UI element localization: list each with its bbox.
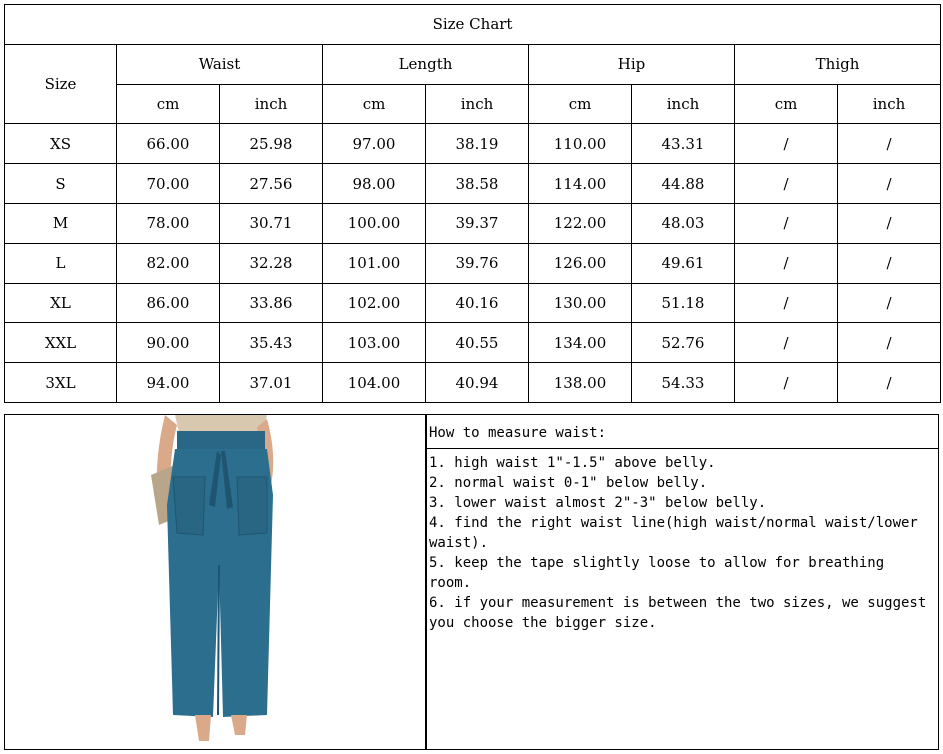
- table-cell: /: [838, 363, 941, 403]
- unit-header: inch: [220, 84, 323, 124]
- size-chart-table: [4, 4, 941, 403]
- guide-step: 5. keep the tape slightly loose to allow for breathing room.: [429, 555, 885, 591]
- group-header-hip: Hip: [529, 44, 735, 84]
- table-cell: 100.00: [323, 203, 426, 243]
- size-label: S: [5, 164, 117, 204]
- table-cell: 39.37: [426, 203, 529, 243]
- table-cell: 126.00: [529, 243, 632, 283]
- unit-header: cm: [529, 84, 632, 124]
- guide-step: 1. high waist 1"-1.5" above belly.: [429, 455, 716, 471]
- table-cell: 52.76: [632, 323, 735, 363]
- table-cell: /: [838, 164, 941, 204]
- measurement-guide-panel: [4, 414, 939, 750]
- table-cell: 97.00: [323, 124, 426, 164]
- table-cell: 82.00: [117, 243, 220, 283]
- table-cell: 110.00: [529, 124, 632, 164]
- guide-step: 6. if your measurement is between the two sizes, we suggest you choose the bigger size.: [429, 595, 927, 631]
- table-cell: /: [735, 243, 838, 283]
- size-label: M: [5, 203, 117, 243]
- table-cell: 78.00: [117, 203, 220, 243]
- table-cell: /: [735, 203, 838, 243]
- table-cell: /: [735, 124, 838, 164]
- table-row: [5, 283, 941, 323]
- table-row: [5, 124, 941, 164]
- guide-title: How to measure waist:: [427, 415, 938, 449]
- table-cell: 114.00: [529, 164, 632, 204]
- table-cell: 49.61: [632, 243, 735, 283]
- table-cell: 103.00: [323, 323, 426, 363]
- guide-step: 2. normal waist 0-1" below belly.: [429, 475, 708, 491]
- table-cell: 130.00: [529, 283, 632, 323]
- guide-step: 4. find the right waist line(high waist/normal waist/lower waist).: [429, 515, 918, 551]
- table-cell: 43.31: [632, 124, 735, 164]
- table-row: [5, 323, 941, 363]
- table-cell: 35.43: [220, 323, 323, 363]
- table-cell: /: [735, 323, 838, 363]
- table-cell: 44.88: [632, 164, 735, 204]
- table-cell: 54.33: [632, 363, 735, 403]
- table-cell: 51.18: [632, 283, 735, 323]
- table-row: [5, 363, 941, 403]
- table-row: [5, 243, 941, 283]
- table-cell: 30.71: [220, 203, 323, 243]
- table-cell: 94.00: [117, 363, 220, 403]
- guide-step: 3. lower waist almost 2"-3" below belly.: [429, 495, 767, 511]
- table-cell: 70.00: [117, 164, 220, 204]
- group-header-thigh: Thigh: [735, 44, 941, 84]
- size-header: Size: [5, 44, 117, 124]
- table-cell: 25.98: [220, 124, 323, 164]
- table-cell: 39.76: [426, 243, 529, 283]
- table-cell: 40.16: [426, 283, 529, 323]
- table-cell: 104.00: [323, 363, 426, 403]
- table-cell: /: [838, 203, 941, 243]
- table-cell: /: [735, 164, 838, 204]
- product-photo: [5, 415, 425, 749]
- table-cell: 48.03: [632, 203, 735, 243]
- unit-header: inch: [838, 84, 941, 124]
- table-cell: /: [735, 363, 838, 403]
- table-cell: 138.00: [529, 363, 632, 403]
- table-cell: /: [838, 124, 941, 164]
- size-label: XXL: [5, 323, 117, 363]
- table-cell: /: [838, 323, 941, 363]
- table-row: [5, 203, 941, 243]
- steps-list: [427, 449, 938, 633]
- measurement-instructions: [427, 415, 938, 749]
- size-label: XL: [5, 283, 117, 323]
- table-cell: 40.55: [426, 323, 529, 363]
- table-cell: 134.00: [529, 323, 632, 363]
- table-cell: 38.58: [426, 164, 529, 204]
- group-header-waist: Waist: [117, 44, 323, 84]
- group-header-length: Length: [323, 44, 529, 84]
- table-cell: 98.00: [323, 164, 426, 204]
- table-cell: 27.56: [220, 164, 323, 204]
- table-cell: /: [735, 283, 838, 323]
- table-cell: 37.01: [220, 363, 323, 403]
- unit-header: cm: [323, 84, 426, 124]
- table-cell: 101.00: [323, 243, 426, 283]
- table-cell: 33.86: [220, 283, 323, 323]
- unit-header: cm: [735, 84, 838, 124]
- table-cell: 86.00: [117, 283, 220, 323]
- table-row: [5, 164, 941, 204]
- table-cell: 40.94: [426, 363, 529, 403]
- size-label: L: [5, 243, 117, 283]
- table-cell: 102.00: [323, 283, 426, 323]
- size-chart-title: Size Chart: [5, 5, 941, 45]
- table-cell: /: [838, 283, 941, 323]
- unit-header: inch: [426, 84, 529, 124]
- size-label: XS: [5, 124, 117, 164]
- table-cell: 122.00: [529, 203, 632, 243]
- table-cell: 38.19: [426, 124, 529, 164]
- table-cell: /: [838, 243, 941, 283]
- size-label: 3XL: [5, 363, 117, 403]
- unit-header: inch: [632, 84, 735, 124]
- table-cell: 66.00: [117, 124, 220, 164]
- table-cell: 32.28: [220, 243, 323, 283]
- table-cell: 90.00: [117, 323, 220, 363]
- unit-header: cm: [117, 84, 220, 124]
